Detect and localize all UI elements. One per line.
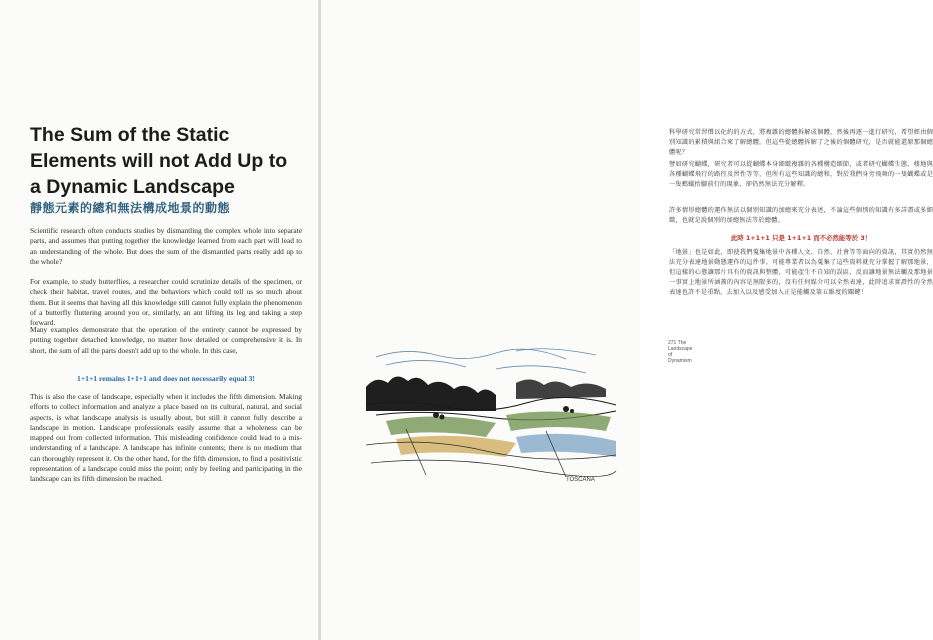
- chinese-subtitle: 靜態元素的總和無法構成地景的動態: [30, 201, 231, 215]
- right-page: [321, 0, 933, 640]
- zh-paragraph-1: 科學研究常習慣以化約的方式，將複雜的總體拆解成個體，然後再逐一進行研究，希望經由個別知識的累積與組合來了解總體。但這些從總體拆解了之後的個體研究，是否就能還原那個總體呢？: [669, 129, 933, 157]
- paragraph-1: Scientific research often conducts studies by dismantling the complex whole into separate parts, and assumes that putting together the knowledge learned from each part will lead to an understanding of the whole. But does the sum of the dismantled parts really add up to the whole?: [30, 226, 302, 266]
- landscape-sketch-illustration: [366, 345, 616, 485]
- zh-paragraph-3: 許多情形總體的運作無法以個別知識的加總來充分表述，不論這些個別的知識有多詳盡或多細緻，也就是說個別的加總無法等於總體。: [669, 207, 933, 225]
- paragraph-2: For example, to study butterflies, a researcher could scrutinize details of the specimen, or check their habitat, travel routes, and the behaviors which could tell us so much about them. But it seems that having all this knowledge still cannot fully explain the phenomenon of a butterfly fluttering around you or, similarly, an ant lifting its leg and taking a step forward.: [30, 277, 302, 328]
- page-footer-right: 271 The Landscape of Dynamism: [668, 340, 693, 364]
- paragraph-3: Many examples demonstrate that the operation of the entirety cannot be expressed by putting together detached knowledge, no matter how detailed or comprehensive it is. In short, the sum of all the parts doesn't add up to the whole. In this case,: [30, 325, 302, 355]
- page-title: The Sum of the Static Elements will not Add Up to a Dynamic Landscape: [30, 124, 288, 198]
- highlight-equation: 1+1+1 remains 1+1+1 and does not necessarily equal 3!: [77, 374, 255, 383]
- zh-paragraph-2: 譬如研究蝴蝶，研究者可以從蝴蝶本身細緻複雜的各種構造細節，或者研究蝴蝶生態、棲地與各種蝴蝶飛行的路徑及習性等等，但所有這些知識的總和，對於我們身旁飛舞的一隻蝴蝶或是一隻螞蟻抬腳前行的現象，卻仍然無法充分解釋。: [669, 161, 933, 189]
- left-page: [0, 0, 319, 640]
- zh-paragraph-4: 「地景」也是如此，即使我們蒐集地景中各種人文、自然、社會等等面向的資訊，其實仍然無法充分表達地景動態運作的這件事。可能專業者以為蒐集了這些資料就充分掌握了解那地景，但這樣的心態讓那片具有的資訊與整體，可能產生不自知的誤區，反而讓地景無法觸及那地景一事實上地景所涵蓋的內容是無限多的，沒有任何媒介可以全然表達，此時追求實證性的全然表達也許不是重點，去加入以及感受加入正是能觸及第五維度的關鍵！: [669, 249, 933, 297]
- sketch-caption: TOSCANA: [566, 477, 595, 483]
- paragraph-4: This is also the case of landscape, especially when it includes the fifth dimension. Making efforts to collect information and analyze a place based on its cultural, natural, and social aspects, is what landscape analysis is usually about, but still it cannot fully describe a landscape in motion. Landscape professionals easily assume that a wholeness can be mapped out from collected information. This misleading confidence could lead to a mis-understanding of a landscape. A landscape has infinite contents; there is no medium that can thoroughly represent it. On the other hand, for the fifth dimension, to find a positivistic representation of a landscape could miss the point; only by feeling and participating in the landscape can its fifth dimension be reached.: [30, 392, 302, 484]
- zh-highlight-equation: 此時 1+1+1 只是 1+1+1 而不必然能等於 3！: [730, 234, 872, 242]
